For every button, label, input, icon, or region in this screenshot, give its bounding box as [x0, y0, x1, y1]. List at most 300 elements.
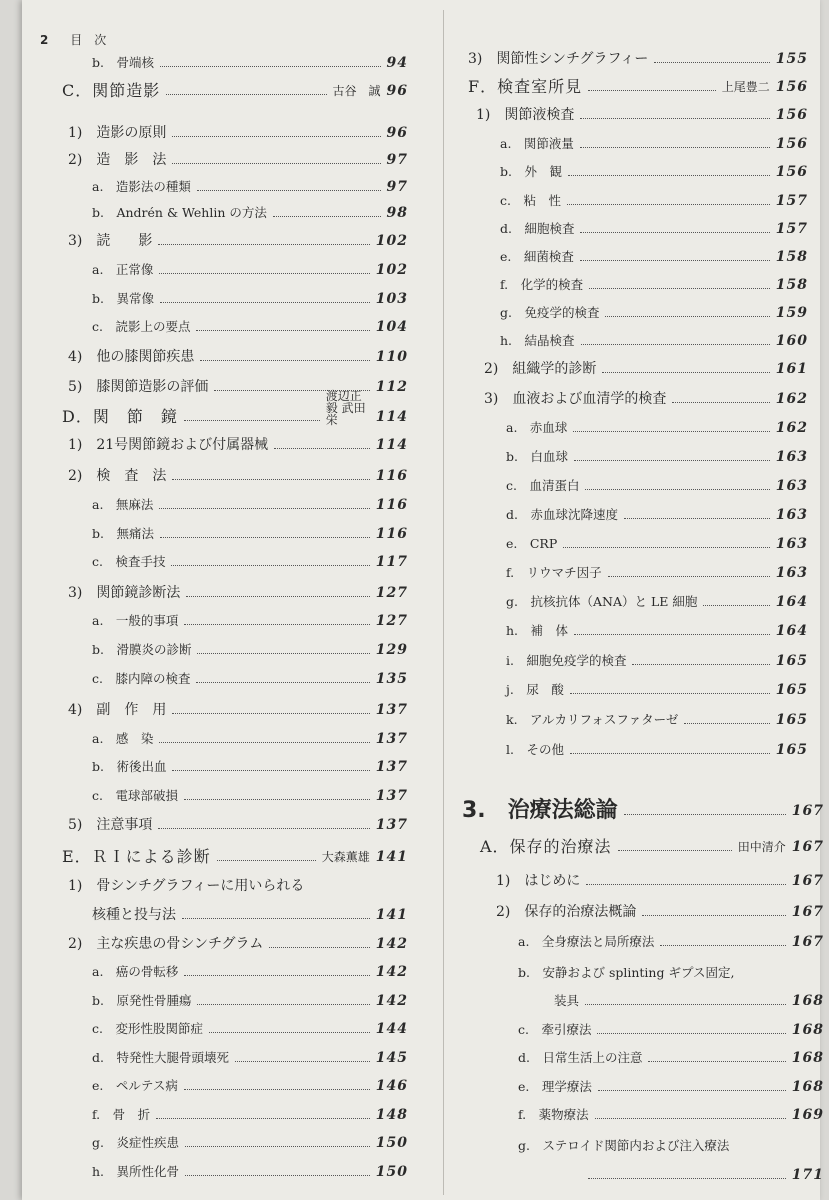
toc-entry-title: b. 異常像: [92, 291, 154, 306]
toc-entry-title: E．ＲＩによる診断: [62, 847, 211, 866]
toc-entry: [92, 488, 408, 514]
dot-leader: [589, 288, 770, 289]
toc-entry: [68, 459, 408, 485]
toc-entry-page: 167: [791, 873, 824, 889]
toc-entry: [92, 779, 408, 805]
toc-entry-page: 168: [791, 993, 824, 1009]
dot-leader: [160, 302, 370, 303]
toc-entry-page: 129: [375, 642, 408, 658]
toc-entry-author: 大森薫雄: [321, 850, 370, 864]
toc-entry-title: 2) 保存的治療法概論: [496, 904, 637, 920]
toc-entry-page: 156: [775, 79, 808, 95]
dot-leader: [158, 828, 369, 829]
toc-entry-page: 169: [791, 1107, 824, 1123]
dot-leader: [684, 723, 769, 724]
toc-entry-page: 102: [375, 233, 408, 249]
toc-entry-page: 137: [375, 788, 408, 804]
toc-entry-title: h. 結晶検査: [500, 333, 575, 348]
dot-leader: [654, 62, 769, 63]
toc-entry-title: 3) 血液および血清学的検査: [484, 391, 667, 407]
toc-entry: [496, 864, 824, 890]
toc-entry-page: 167: [791, 803, 824, 819]
toc-entry-page: 165: [775, 742, 808, 758]
toc-entry-title: 1) 骨シンチグラフィーに用いられる: [68, 878, 305, 894]
toc-entry-title: a. 全身療法と局所療法: [518, 934, 655, 949]
dot-leader: [588, 90, 716, 91]
toc-entry-title: 4) 他の膝関節疾患: [68, 349, 195, 365]
toc-entry-page: 96: [386, 83, 408, 99]
toc-entry: [92, 1012, 408, 1038]
toc-entry-page: 162: [775, 391, 808, 407]
toc-entry-title: d. 日常生活上の注意: [518, 1050, 643, 1065]
toc-entry-page: 116: [375, 526, 408, 542]
toc-entry-title: a. 正常像: [92, 262, 154, 277]
toc-entry-title: a. 関節液量: [500, 136, 574, 151]
dot-leader: [200, 360, 369, 361]
toc-entry: [462, 786, 824, 823]
toc-entry: [506, 469, 808, 495]
dot-leader: [158, 244, 369, 245]
toc-entry-title: 3) 読 影: [68, 233, 153, 249]
column-divider: [443, 10, 444, 1195]
toc-entry: [92, 46, 408, 72]
toc-entry-title: 2) 組織学的診断: [484, 361, 597, 377]
toc-entry: [518, 956, 824, 982]
dot-leader: [618, 850, 732, 851]
toc-entry-title: 装具: [554, 993, 580, 1008]
toc-entry-page: 94: [386, 55, 408, 71]
toc-entry-page: 163: [775, 507, 808, 523]
toc-entry: [68, 116, 408, 142]
toc-entry: [518, 925, 824, 951]
toc-entry-page: 98: [386, 205, 408, 221]
toc-entry-page: 117: [375, 554, 408, 570]
dot-leader: [672, 402, 769, 403]
dot-leader: [624, 814, 786, 815]
toc-entry-page: 163: [775, 449, 808, 465]
toc-entry: [500, 324, 808, 350]
toc-entry: [506, 673, 808, 699]
toc-entry-page: 163: [775, 478, 808, 494]
toc-entry-title: a. 癌の骨転移: [92, 964, 179, 979]
toc-entry: [476, 98, 808, 124]
toc-entry-page: 171: [791, 1167, 824, 1183]
toc-entry-page: 148: [375, 1107, 408, 1123]
dot-leader: [570, 693, 770, 694]
toc-entry-title: 3) 関節鏡診断法: [68, 585, 181, 601]
toc-entry: [480, 830, 824, 856]
toc-entry-title: 2) 主な疾患の骨シンチグラム: [68, 936, 264, 952]
toc-entry: [92, 282, 408, 308]
toc-entry-page: 146: [375, 1078, 408, 1094]
toc-entry: [506, 644, 808, 670]
toc-entry-title: g. 炎症性疾患: [92, 1135, 179, 1150]
toc-entry-page: 167: [791, 904, 824, 920]
toc-entry-title: b. 術後出血: [92, 759, 167, 774]
toc-entry: [506, 527, 808, 553]
dot-leader: [184, 624, 369, 625]
dot-leader: [160, 537, 370, 538]
dot-leader: [580, 232, 769, 233]
toc-entry-title: f. 化学的検査: [500, 277, 584, 292]
dot-leader: [269, 947, 369, 948]
dot-leader: [632, 664, 769, 665]
toc-entry: [468, 42, 808, 68]
toc-entry: [506, 556, 808, 582]
toc-entry-page: 156: [775, 164, 808, 180]
toc-entry-page: 156: [775, 136, 808, 152]
dot-leader: [703, 605, 769, 606]
toc-entry-title: f. 薬物療法: [518, 1107, 589, 1122]
dot-leader: [605, 316, 769, 317]
toc-entry: [506, 498, 808, 524]
toc-entry: [506, 440, 808, 466]
toc-entry-page: 145: [375, 1050, 408, 1066]
toc-entry-page: 162: [775, 420, 808, 436]
toc-entry-page: 142: [375, 964, 408, 980]
toc-entry: [92, 1098, 408, 1124]
toc-entry-page: 168: [791, 1022, 824, 1038]
dot-leader: [171, 565, 369, 566]
toc-entry-page: 127: [375, 613, 408, 629]
toc-entry: [68, 224, 408, 250]
dot-leader: [581, 344, 770, 345]
toc-entry-page: 110: [375, 349, 408, 365]
toc-entry-title: b. 安静および splinting ギプス固定,: [518, 965, 735, 980]
dot-leader: [563, 547, 770, 548]
toc-entry-page: 137: [375, 817, 408, 833]
dot-leader: [209, 1032, 370, 1033]
dot-leader: [172, 479, 369, 480]
toc-entry-page: 150: [375, 1164, 408, 1180]
toc-entry-page: 141: [375, 907, 408, 923]
toc-entry-page: 142: [375, 936, 408, 952]
toc-entry: [92, 170, 408, 196]
toc-entry-page: 137: [375, 702, 408, 718]
toc-entry: [68, 869, 408, 895]
toc-entry-page: 116: [375, 497, 408, 513]
toc-entry-page: 168: [791, 1050, 824, 1066]
toc-entry-title: b. 滑膜炎の診断: [92, 642, 192, 657]
toc-entry: [68, 927, 408, 953]
toc-entry: [62, 389, 408, 427]
toc-entry-title: f. リウマチ因子: [506, 565, 602, 580]
dot-leader: [197, 653, 369, 654]
toc-entry-title: c. 読影上の要点: [92, 319, 191, 334]
toc-entry-page: 168: [791, 1079, 824, 1095]
toc-entry-page: 114: [375, 437, 408, 453]
dot-leader: [159, 273, 369, 274]
toc-entry-title: 1) 造影の原則: [68, 125, 167, 141]
toc-entry-title: 1) 関節液検査: [476, 107, 575, 123]
dot-leader: [580, 118, 769, 119]
dot-leader: [185, 1146, 370, 1147]
toc-entry-page: 156: [775, 107, 808, 123]
toc-entry-page: 163: [775, 565, 808, 581]
toc-entry-title: a. 感 染: [92, 731, 154, 746]
toc-entry: [500, 155, 808, 181]
toc-entry: [92, 750, 408, 776]
toc-entry-page: 141: [375, 849, 408, 865]
dot-leader: [602, 372, 769, 373]
toc-entry: [92, 545, 408, 571]
toc-entry-page: 96: [386, 125, 408, 141]
toc-entry: [92, 517, 408, 543]
toc-entry-page: 160: [775, 333, 808, 349]
toc-entry-title: 4) 副 作 用: [68, 702, 167, 718]
toc-entry-page: 150: [375, 1135, 408, 1151]
dot-leader: [184, 1089, 370, 1090]
dot-leader: [172, 770, 369, 771]
dot-leader: [217, 860, 316, 861]
toc-entry-page: 102: [375, 262, 408, 278]
toc-entry: [500, 212, 808, 238]
dot-leader: [184, 420, 320, 421]
dot-leader: [160, 66, 381, 67]
toc-entry-page: 155: [775, 51, 808, 67]
dot-leader: [172, 163, 380, 164]
toc-entry: [92, 253, 408, 279]
toc-entry: [92, 196, 408, 222]
toc-entry-title: c. 膝内障の検査: [92, 671, 191, 686]
toc-entry-title: g. ステロイド関節内および注入療法: [518, 1138, 730, 1153]
toc-entry: [506, 614, 808, 640]
toc-entry-title: e. 細菌検査: [500, 249, 574, 264]
dot-leader: [642, 915, 785, 916]
toc-entry-page: 161: [775, 361, 808, 377]
toc-entry: [518, 1041, 824, 1067]
toc-entry: [518, 1070, 824, 1096]
toc-entry-title: d. 赤血球沈降速度: [506, 507, 618, 522]
toc-entry-title: a. 造影法の種類: [92, 179, 191, 194]
toc-entry-title: b. 外 観: [500, 164, 562, 179]
toc-entry-title: 1) はじめに: [496, 873, 581, 889]
toc-entry-title: a. 無麻法: [92, 497, 154, 512]
toc-entry-page: 164: [775, 594, 808, 610]
toc-entry: [68, 693, 408, 719]
toc-entry: [92, 604, 408, 630]
toc-entry-title: 3) 関節性シンチグラフィー: [468, 51, 649, 67]
toc-entry-page: 165: [775, 712, 808, 728]
toc-entry: [68, 576, 408, 602]
dot-leader: [598, 1090, 786, 1091]
toc-entry-page: 97: [386, 152, 408, 168]
toc-entry-title: h. 異所性化骨: [92, 1164, 180, 1179]
toc-entry-title: k. アルカリフォスファターゼ: [506, 712, 679, 727]
toc-entry-page: 104: [375, 319, 408, 335]
toc-entry-page: 167: [791, 839, 824, 855]
dot-leader: [172, 713, 369, 714]
toc-entry-title: b. Andrén & Wehlin の方法: [92, 205, 267, 220]
toc-entry-title: f. 骨 折: [92, 1107, 151, 1122]
page-number: 2: [40, 33, 49, 47]
dot-leader: [586, 884, 785, 885]
toc-entry: [68, 143, 408, 169]
toc-entry-title: l. その他: [506, 742, 564, 757]
dot-leader: [184, 975, 369, 976]
toc-entry-page: 158: [775, 277, 808, 293]
toc-entry: [518, 1098, 824, 1124]
toc-entry-title: b. 白血球: [506, 449, 568, 464]
toc-entry: [62, 840, 408, 866]
toc-entry-title: c. 粘 性: [500, 193, 561, 208]
dot-leader: [159, 508, 369, 509]
toc-entry-title: i. 細胞免疫学的検査: [506, 653, 627, 668]
toc-entry-title: 2) 検 査 法: [68, 468, 167, 484]
toc-entry-title: g. 免疫学的検査: [500, 305, 600, 320]
toc-entry-author: 田中清介: [737, 840, 786, 854]
dot-leader: [580, 260, 770, 261]
toc-entry: [68, 428, 408, 454]
toc-entry-title: b. 原発性骨腫瘍: [92, 993, 192, 1008]
toc-entry: [62, 74, 408, 100]
toc-entry-title: e. 理学療法: [518, 1079, 592, 1094]
toc-entry: [92, 955, 408, 981]
toc-entry-title: b. 骨端核: [92, 55, 154, 70]
dot-leader: [574, 460, 770, 461]
toc-entry-title: e. CRP: [506, 536, 558, 551]
toc-entry: [92, 633, 408, 659]
toc-entry-title: 5) 膝関節造影の評価: [68, 379, 209, 395]
toc-entry-page: 116: [375, 468, 408, 484]
dot-leader: [186, 596, 369, 597]
dot-leader: [568, 175, 770, 176]
toc-entry-title: a. 赤血球: [506, 420, 568, 435]
toc-entry-title: c. 電球部破損: [92, 788, 178, 803]
toc-entry-title: j. 尿 酸: [506, 682, 564, 697]
toc-entry-page: 144: [375, 1021, 408, 1037]
dot-leader: [595, 1118, 786, 1119]
dot-leader: [580, 147, 770, 148]
toc-entry-page: 112: [375, 379, 408, 395]
toc-entry: [92, 984, 408, 1010]
toc-entry: [92, 1126, 408, 1152]
toc-entry-page: 164: [775, 623, 808, 639]
dot-leader: [156, 1118, 370, 1119]
dot-leader: [570, 753, 770, 754]
toc-entry-page: 114: [375, 409, 408, 425]
toc-entry-page: 137: [375, 731, 408, 747]
dot-leader: [172, 136, 380, 137]
dot-leader: [159, 742, 369, 743]
toc-entry-title: a. 一般的事項: [92, 613, 179, 628]
dot-leader: [573, 431, 769, 432]
dot-leader: [274, 448, 370, 449]
toc-entry-title: g. 抗核抗体（ANA）と LE 細胞: [506, 594, 698, 609]
toc-entry: [518, 1129, 824, 1155]
document-page: [22, 0, 824, 1200]
toc-entry: [92, 722, 408, 748]
toc-entry: [500, 127, 808, 153]
toc-entry-page: 167: [791, 934, 824, 950]
toc-entry-page: 137: [375, 759, 408, 775]
toc-entry: [484, 352, 808, 378]
toc-entry-title: d. 細胞検査: [500, 221, 575, 236]
toc-entry-title: F．検査室所見: [468, 77, 583, 96]
toc-entry: [92, 1155, 408, 1181]
toc-entry: [506, 733, 808, 759]
dot-leader: [196, 682, 369, 683]
toc-entry-author: 上尾豊二: [721, 80, 770, 94]
dot-leader: [660, 945, 785, 946]
dot-leader: [585, 489, 769, 490]
dot-leader: [197, 1004, 369, 1005]
toc-entry-page: 158: [775, 249, 808, 265]
toc-entry-title: A．保存的治療法: [480, 837, 612, 856]
dot-leader: [235, 1061, 370, 1062]
toc-entry-title: b. 無痛法: [92, 526, 154, 541]
dot-leader: [588, 1178, 786, 1179]
toc-entry-page: 135: [375, 671, 408, 687]
toc-entry: [92, 662, 408, 688]
toc-entry: [92, 898, 408, 924]
toc-entry-author: 古谷 誠: [332, 84, 381, 98]
toc-entry: [92, 1041, 408, 1067]
dot-leader: [182, 918, 370, 919]
toc-entry: [500, 268, 808, 294]
toc-entry-page: 165: [775, 653, 808, 669]
dot-leader: [197, 190, 381, 191]
dot-leader: [597, 1033, 785, 1034]
toc-entry: [496, 895, 824, 921]
toc-entry-title: c. 血清蛋白: [506, 478, 580, 493]
toc-entry-author: 渡辺正毅 武田 栄: [325, 389, 378, 427]
dot-leader: [184, 799, 370, 800]
dot-leader: [185, 1175, 370, 1176]
toc-entry-title: 1) 21号関節鏡および付属器械: [68, 437, 269, 453]
toc-entry-title: 3. 治療法総論: [462, 798, 618, 823]
dot-leader: [567, 204, 770, 205]
toc-entry: [506, 585, 808, 611]
dot-leader: [273, 216, 381, 217]
dot-leader: [585, 1004, 786, 1005]
toc-entry-title: 2) 造 影 法: [68, 152, 167, 168]
dot-leader: [166, 94, 326, 95]
toc-entry: [92, 1069, 408, 1095]
toc-entry: [68, 808, 408, 834]
toc-entry-page: 159: [775, 305, 808, 321]
dot-leader: [608, 576, 770, 577]
toc-entry-page: 165: [775, 682, 808, 698]
toc-entry-title: D．関 節 鏡: [62, 407, 178, 426]
toc-entry-title: c. 検査手技: [92, 554, 166, 569]
toc-entry: [68, 340, 408, 366]
toc-entry-title: e. ペルテス病: [92, 1078, 178, 1093]
toc-entry: [468, 70, 808, 96]
toc-entry-page: 97: [386, 179, 408, 195]
toc-entry: [506, 703, 808, 729]
toc-entry: [506, 411, 808, 437]
toc-entry-title: c. 変形性股関節症: [92, 1021, 203, 1036]
toc-entry-page: 127: [375, 585, 408, 601]
dot-leader: [648, 1061, 785, 1062]
dot-leader: [574, 634, 770, 635]
toc-entry-title: 核種と投与法: [92, 907, 176, 923]
dot-leader: [196, 330, 369, 331]
dot-leader: [624, 518, 770, 519]
toc-entry: [500, 240, 808, 266]
toc-entry: [554, 984, 824, 1010]
toc-entry-title: h. 補 体: [506, 623, 569, 638]
toc-entry-page: 157: [775, 193, 808, 209]
toc-entry: [500, 184, 808, 210]
toc-entry: [484, 382, 808, 408]
toc-entry-title: C．関節造影: [62, 81, 161, 100]
toc-entry-title: 5) 注意事項: [68, 817, 153, 833]
toc-entry-page: 157: [775, 221, 808, 237]
toc-entry-page: 142: [375, 993, 408, 1009]
toc-entry: [518, 1013, 824, 1039]
